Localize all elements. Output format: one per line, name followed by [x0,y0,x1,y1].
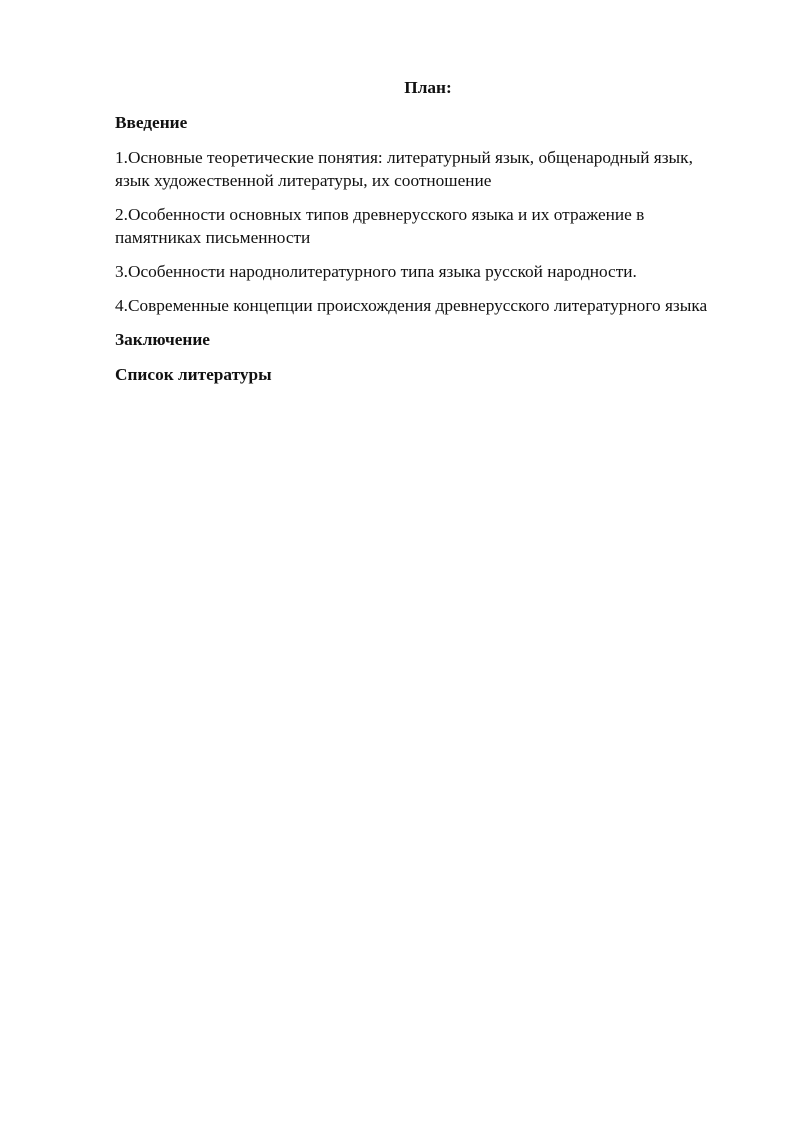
plan-item-3: 3.Особенности народнолитературного типа языка русской народности. [115,262,637,281]
plan-item-2: 2.Особенности основных типов древнерусского языка и их отражение в памятниках письменности [115,205,645,247]
plan-item-4: 4.Современные концепции происхождения древнерусского литературного языка [115,296,708,315]
section-references: Список литературы [115,365,272,384]
plan-content [115,76,715,398]
page-title: План: [404,78,452,97]
plan-item-1: 1.Основные теоретические понятия: литературный язык, общенародный язык, язык художественной литературы, их соотношение [115,148,693,190]
section-introduction: Введение [115,113,188,132]
section-conclusion: Заключение [115,330,210,349]
